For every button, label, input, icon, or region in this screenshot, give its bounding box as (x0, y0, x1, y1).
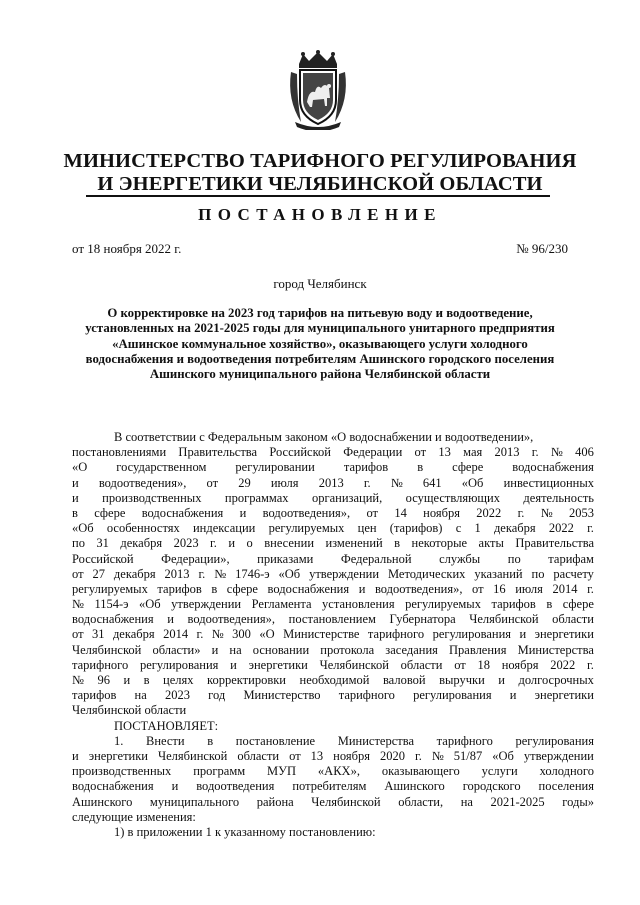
body-word: 14 (394, 505, 407, 520)
title-line: Ашинского муниципального района Челябинской области (149, 367, 491, 382)
body-word: 96 (97, 673, 110, 687)
body-word: тарифного (367, 627, 425, 642)
body-word: производственных (102, 490, 202, 505)
body-word: долгосрочных (518, 673, 594, 687)
body-word: декабря (112, 627, 155, 642)
body-word: г. (587, 521, 594, 536)
body-word: и (358, 581, 366, 596)
body-word: в (72, 505, 78, 520)
body-word: № (72, 673, 84, 687)
body-word: «Об (139, 597, 161, 612)
body-line (72, 476, 594, 491)
body-word: области (552, 612, 594, 627)
body-word: 406 (575, 445, 594, 460)
body-word: Ашинского (72, 794, 133, 809)
body-word: от (472, 581, 484, 596)
body-word: 2013 (318, 475, 344, 490)
body-line (72, 673, 594, 688)
body-word: 29 (238, 475, 251, 490)
body-line (72, 460, 594, 475)
body-word: ноября (333, 748, 370, 763)
body-word: Челябинской (157, 748, 228, 763)
body-word: 1. (114, 733, 124, 748)
body-word: указаний (474, 566, 523, 581)
body-word: 27 (92, 566, 105, 581)
body-word: водоснабжения (72, 779, 154, 794)
body-word: г. (587, 657, 594, 672)
title-line: водоснабжения и водоотведения потребителям Ашинского городского поселения (85, 351, 555, 366)
body-word: 2014 (552, 581, 578, 596)
body-line (72, 643, 594, 658)
body-word: 13 (310, 748, 324, 763)
body-word: декабря (120, 536, 163, 551)
body-word: поселения (538, 779, 594, 794)
body-line: Челябинской области (72, 703, 187, 718)
body-word: 2014 (163, 627, 189, 642)
body-word: водоотведения (196, 779, 275, 794)
body-word: «О (72, 460, 88, 475)
body-word: 31 (96, 536, 109, 551)
body-word: индексации (192, 521, 256, 536)
body-word: № (390, 475, 403, 490)
document-city: город Челябинск (273, 276, 367, 291)
body-word: сфере (562, 597, 594, 612)
body-word: г. (587, 581, 594, 596)
body-word: № (431, 748, 444, 763)
body-word: по (531, 566, 545, 581)
body-word: муниципального (149, 794, 240, 809)
body-word: осуществляющих (405, 490, 500, 505)
body-line (72, 795, 594, 810)
body-line (72, 627, 594, 642)
body-word: «Об (461, 475, 484, 490)
body-word: и (509, 688, 517, 703)
body-word: «Об (72, 521, 94, 536)
body-word: государственном (116, 460, 207, 475)
body-word: мая (463, 445, 483, 460)
body-word: водоснабжения (72, 612, 154, 627)
body-word: 2023 (164, 688, 190, 703)
body-word: декабря (113, 566, 156, 581)
body-word: постановлениями (72, 445, 167, 460)
body-word: регулирования (515, 733, 594, 748)
body-word: Ашинского (384, 779, 445, 794)
body-word: 51/87 (453, 748, 483, 763)
body-word: и (171, 779, 179, 794)
body-line (72, 612, 594, 627)
body-word: постановление (235, 733, 316, 748)
body-word: Правительства (515, 536, 594, 551)
body-word: тарифного (436, 733, 493, 748)
body-word: «О (259, 627, 275, 642)
body-word: г. (414, 748, 422, 763)
body-line (72, 536, 594, 551)
body-word: энергетики (534, 627, 594, 642)
body-word: области (237, 748, 280, 763)
body-word: в (143, 673, 150, 687)
body-word: заседания (385, 642, 438, 657)
body-word: сфере (226, 581, 258, 596)
body-word: в (211, 581, 218, 596)
body-word: целях (163, 673, 194, 687)
body-word: 2020 (379, 748, 405, 763)
body-word: Федерации», (161, 551, 230, 566)
title-line: «Ашинское коммунальное хозяйство», оказывающего услуги холодного (112, 336, 528, 351)
body-word: службы (439, 551, 481, 566)
body-line (72, 764, 594, 779)
body-word: регулируемых (72, 581, 148, 596)
body-word: № (214, 566, 227, 581)
body-word: № (72, 597, 84, 612)
body-word: г. (517, 505, 525, 520)
body-line: ПОСТАНОВЛЯЕТ: (114, 718, 219, 733)
body-word: г. (363, 475, 371, 490)
body-word: 1746-э (235, 566, 270, 581)
body-line (72, 779, 594, 794)
body-word: инвестиционных (503, 475, 594, 490)
body-line (72, 734, 594, 749)
ministry-name-line2: И ЭНЕРГЕТИКИ ЧЕЛЯБИНСКОЙ ОБЛАСТИ (97, 173, 543, 195)
body-line: 1) в приложении 1 к указанному постановлению: (114, 824, 376, 839)
body-word: 1154-э (94, 597, 129, 612)
body-word: водоотведения», (262, 505, 351, 520)
body-word: июля (270, 475, 299, 490)
body-word: постановлением (288, 612, 376, 627)
document-title (80, 306, 560, 382)
body-word: годы» (562, 794, 594, 809)
title-line: установленных на 2021-2025 годы для муниципального унитарного предприятия (85, 321, 555, 336)
body-word: 2022 (476, 505, 502, 520)
body-word: и (498, 673, 505, 687)
body-word: от (289, 748, 301, 763)
body-word: холодного (539, 764, 594, 779)
ministry-name-line1: МИНИСТЕРСТВО ТАРИФНОГО РЕГУЛИРОВАНИЯ (63, 150, 577, 172)
body-word: г. (531, 445, 539, 460)
body-word: и (123, 673, 131, 687)
body-word: о (246, 536, 253, 551)
body-word: Российской (269, 445, 331, 460)
body-word: Российской (72, 551, 134, 566)
body-line (72, 582, 594, 597)
body-word: от (414, 445, 427, 460)
body-word: и (72, 490, 79, 505)
body-word: утверждении (523, 748, 594, 763)
body-word: цен (357, 521, 377, 536)
body-word: области (400, 657, 443, 672)
body-word: района (256, 794, 294, 809)
body-word: 2023 (173, 536, 199, 551)
body-word: декабря (493, 521, 536, 536)
body-word: Министерстве (283, 627, 360, 642)
body-word: на (460, 794, 473, 809)
body-word: водоснабжения (512, 460, 594, 475)
body-word: утверждении (309, 566, 380, 581)
body-word: Регламента (251, 597, 312, 612)
body-word: и (72, 748, 79, 763)
document-type: ПОСТАНОВЛЕНИЕ (198, 205, 442, 224)
body-word: г. (196, 627, 204, 642)
body-word: установления (322, 597, 395, 612)
body-word: 641 (422, 475, 442, 490)
body-line: В соответствии с Федеральным законом «О водоснабжении и водоотведении», (114, 430, 534, 444)
body-word: тарифов (491, 597, 536, 612)
body-word: водоотведения», (98, 475, 187, 490)
body-line (72, 491, 594, 506)
body-word: МУП (267, 764, 297, 779)
body-word: основании (252, 642, 310, 657)
body-word: 300 (232, 627, 251, 642)
body-word: регулируемых (268, 521, 345, 536)
body-word: акты (478, 536, 504, 551)
body-word: на (134, 688, 147, 703)
body-word: «Об (278, 566, 301, 581)
body-word: 2021-2025 (490, 794, 545, 809)
body-word: необходимой (299, 673, 370, 687)
body-word: ноября (423, 505, 460, 520)
body-word: Министерство (243, 688, 321, 703)
body-word: и (211, 642, 219, 657)
body-word: тарифам (548, 551, 594, 566)
body-word: Правления (449, 642, 507, 657)
body-line (72, 521, 594, 536)
body-word: 16 (493, 581, 506, 596)
body-word: сфере (452, 460, 484, 475)
body-word: потребителям (292, 779, 367, 794)
body-word: выручки (439, 673, 485, 687)
body-word: области, (398, 794, 444, 809)
body-word: г. (198, 566, 206, 581)
body-word: деятельность (523, 490, 594, 505)
body-word: от (72, 627, 84, 642)
body-word: Министерства (517, 642, 594, 657)
body-word: энергетики (534, 688, 594, 703)
document-number: № 96/230 (516, 241, 568, 256)
ministry-name (60, 150, 580, 196)
body-word: Челябинской (311, 794, 381, 809)
body-word: (тарифов) (389, 521, 443, 536)
body-word: тарифов (72, 688, 117, 703)
body-word: в (417, 460, 424, 475)
body-word: по (507, 551, 521, 566)
body-word: в (546, 597, 553, 612)
body-word: протокола (320, 642, 375, 657)
body-word: Губернатора (389, 612, 456, 627)
body-word: и (519, 627, 527, 642)
body-word: от (454, 657, 466, 672)
body-word: 2013 (164, 566, 190, 581)
body-word: «АКХ», (317, 764, 360, 779)
body-word: регулирования (432, 627, 512, 642)
header-divider (86, 195, 550, 197)
body-word: от (206, 475, 219, 490)
body-word: Челябинской (319, 657, 389, 672)
body-line: следующие изменения: (72, 809, 196, 824)
body-word: г. (210, 536, 217, 551)
body-word: в (207, 733, 214, 748)
body-word: программах (224, 490, 289, 505)
body-line (72, 597, 594, 612)
body-line (72, 445, 594, 460)
body-line (72, 567, 594, 582)
body-word: Методических (387, 566, 466, 581)
body-word: водоснабжения (141, 505, 224, 520)
body-word: 2022 (550, 657, 576, 672)
body-word: № (550, 445, 563, 460)
body-word: организаций, (311, 490, 383, 505)
body-word: внесении (264, 536, 315, 551)
body-word: июля (515, 581, 543, 596)
body-word: приказами (257, 551, 314, 566)
body-word: 2022 (548, 521, 574, 536)
body-word: год (208, 688, 226, 703)
body-word: производственных (72, 764, 172, 779)
body-word: особенностях (106, 521, 180, 536)
body-word: услуги (481, 764, 518, 779)
coat-of-arms-icon (287, 50, 349, 130)
body-word: 2013 (494, 445, 520, 460)
body-line (72, 688, 594, 703)
body-word: в (394, 536, 401, 551)
body-line (72, 658, 594, 673)
body-word: «Об (492, 748, 514, 763)
body-word: водоотведения», (187, 612, 276, 627)
document-body (72, 430, 594, 840)
body-word: 1 (474, 521, 481, 536)
body-word: № (211, 627, 224, 642)
body-line (72, 749, 594, 764)
body-word: энергетики (88, 748, 148, 763)
body-word: водоотведения», (374, 581, 463, 596)
body-word: изменений (325, 536, 383, 551)
body-word: тарифного (338, 688, 395, 703)
body-word: валовой (382, 673, 426, 687)
body-word: от (366, 505, 379, 520)
body-word: ноября (501, 657, 539, 672)
body-word: от (72, 566, 84, 581)
body-word: области» (152, 642, 201, 657)
body-word: оказывающего (381, 764, 460, 779)
body-word: некоторые (411, 536, 468, 551)
body-word: по (72, 536, 85, 551)
body-word: энергетики (248, 657, 308, 672)
body-word: и (228, 536, 236, 551)
body-word: Внести (146, 733, 185, 748)
body-line (72, 552, 594, 567)
body-word: 2053 (568, 505, 594, 520)
body-word: 31 (92, 627, 105, 642)
body-word: и (239, 505, 247, 520)
body-word: водоснабжения (267, 581, 350, 596)
body-word: программ (193, 764, 246, 779)
body-word: тарифов (343, 460, 389, 475)
body-word: Министерства (337, 733, 415, 748)
body-word: сфере (94, 505, 126, 520)
body-word: утверждении (171, 597, 242, 612)
body-word: и (230, 657, 237, 672)
body-word: расчету (553, 566, 594, 581)
body-word: Правительства (178, 445, 258, 460)
body-word: и (72, 475, 79, 490)
body-word: корректировки (207, 673, 286, 687)
body-word: городского (462, 779, 521, 794)
body-word: 13 (438, 445, 451, 460)
document-date: от 18 ноября 2022 г. (72, 241, 182, 256)
body-word: на (229, 642, 242, 657)
body-word: № (540, 505, 553, 520)
body-word: и (167, 612, 174, 627)
body-word: 18 (477, 657, 490, 672)
body-word: Федеральной (340, 551, 412, 566)
body-word: с (455, 521, 462, 536)
body-word: тарифного (72, 657, 129, 672)
body-word: Челябинской (469, 612, 539, 627)
body-word: тарифов (157, 581, 202, 596)
body-word: Челябинской (72, 642, 142, 657)
body-word: регулируемых (405, 597, 481, 612)
body-line (72, 506, 594, 521)
title-line: О корректировке на 2023 год тарифов на питьевую воду и водоотведение, (107, 306, 533, 320)
body-word: Федерации (343, 445, 403, 460)
body-word: регулировании (235, 460, 315, 475)
body-word: регулирования (413, 688, 492, 703)
body-word: регулирования (139, 657, 219, 672)
